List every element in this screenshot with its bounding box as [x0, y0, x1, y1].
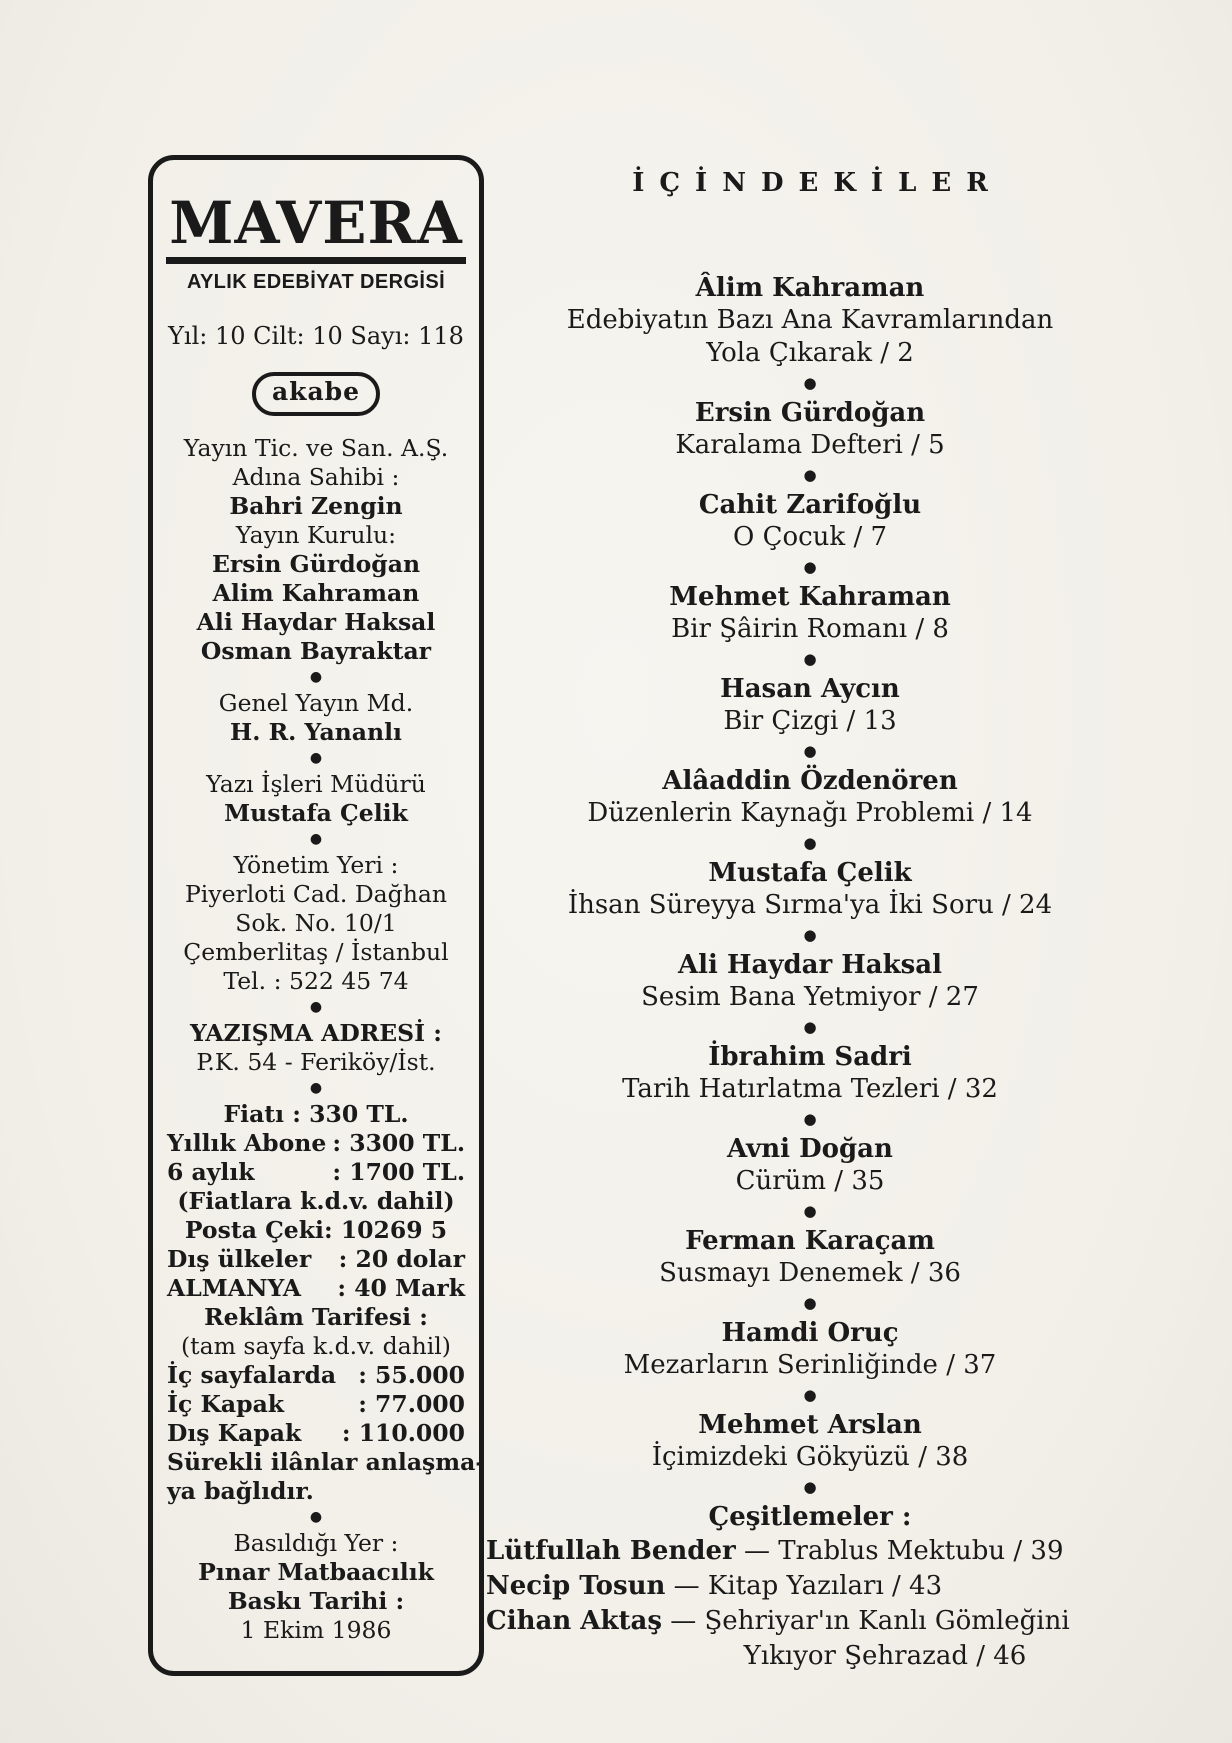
separator-bullet-icon: ● [803, 834, 817, 852]
misc-item [486, 1604, 1134, 1639]
info-value: : 77.000 [358, 1390, 465, 1418]
separator-bullet-icon: ● [803, 466, 817, 484]
entry-title-line: Sesim Bana Yetmiyor / 27 [641, 982, 979, 1012]
magazine-logo-text: MAVERA [166, 194, 465, 264]
entry-title-line: Cürüm / 35 [735, 1166, 885, 1196]
info-line: Piyerloti Cad. Dağhan [185, 880, 447, 908]
contents-entry [486, 581, 1134, 646]
separator-bullet-icon: ● [803, 558, 817, 576]
separator-bullet-icon: ● [803, 1018, 817, 1036]
info-line [163, 1361, 469, 1390]
misc-items [486, 1534, 1134, 1674]
entry-title-line: Mezarların Serinliğinde / 37 [623, 1350, 997, 1380]
separator-bullet-icon: ● [803, 1110, 817, 1128]
misc-item-author: Necip Tosun [486, 1571, 666, 1601]
info-line: Yayın Kurulu: [235, 521, 397, 549]
entry-author: Alâaddin Özdenören [662, 766, 958, 796]
info-value: : 3300 TL. [332, 1129, 465, 1157]
separator-bullet-icon: ● [309, 750, 323, 766]
contents-entry [486, 1133, 1134, 1198]
contents-entry [486, 1041, 1134, 1106]
entry-title-line: Yola Çıkarak / 2 [706, 338, 914, 368]
entry-title-line: Karalama Defteri / 5 [675, 430, 945, 460]
info-line: Posta Çeki: 10269 5 [184, 1216, 448, 1244]
masthead-info-lines [163, 434, 486, 1645]
entry-title-line: Düzenlerin Kaynağı Problemi / 14 [587, 798, 1033, 828]
entry-title-line: Susmayı Denemek / 36 [659, 1258, 961, 1288]
info-value: : 40 Mark [337, 1274, 465, 1302]
contents-entry [486, 397, 1134, 462]
contents-entry [486, 1409, 1134, 1474]
info-line: Ali Haydar Haksal [196, 608, 436, 636]
entry-author: Cahit Zarifoğlu [698, 490, 922, 520]
entry-title-line: O Çocuk / 7 [732, 522, 888, 552]
separator-bullet-icon: ● [803, 742, 817, 760]
entry-author: Ali Haydar Haksal [677, 950, 943, 980]
contents-entry [486, 1225, 1134, 1290]
separator-bullet-icon: ● [309, 1509, 323, 1525]
misc-item-author: Lütfullah Bender [486, 1536, 736, 1566]
entry-author: İbrahim Sadri [708, 1042, 912, 1072]
info-line: Yazı İşleri Müdürü [206, 770, 426, 798]
info-line: P.K. 54 - Feriköy/İst. [196, 1048, 436, 1076]
separator-bullet-icon: ● [803, 1294, 817, 1312]
separator-bullet-icon: ● [803, 1386, 817, 1404]
akabe-logo: akabe [252, 372, 380, 416]
entry-title-line: Edebiyatın Bazı Ana Kavramlarından [566, 305, 1054, 335]
info-label: Dış Kapak [167, 1419, 302, 1447]
info-line: YAZIŞMA ADRESİ : [190, 1019, 442, 1047]
contents-title: İÇİNDEKİLER [632, 168, 1003, 198]
separator-bullet-icon: ● [803, 374, 817, 392]
info-line: Adına Sahibi : [232, 463, 400, 491]
info-line: (Fiatlara k.d.v. dahil) [177, 1187, 455, 1215]
info-line: Reklâm Tarifesi : [204, 1303, 428, 1331]
info-line [163, 1390, 469, 1419]
contents-column [486, 168, 1134, 1674]
separator-bullet-icon: ● [309, 999, 323, 1015]
info-line: (tam sayfa k.d.v. dahil) [181, 1332, 451, 1360]
info-value: : 20 dolar [338, 1245, 465, 1273]
misc-item [486, 1534, 1134, 1569]
info-line [163, 1419, 469, 1448]
info-label: ALMANYA [167, 1274, 301, 1302]
misc-item [486, 1569, 1134, 1604]
misc-item-continuation: Yıkıyor Şehrazad / 46 [743, 1641, 1027, 1671]
info-line: Yönetim Yeri : [233, 851, 399, 879]
entry-title-line: İçimizdeki Gökyüzü / 38 [651, 1442, 969, 1472]
info-line: Fiatı : 330 TL. [223, 1100, 409, 1128]
misc-item-title: — Şehriyar'ın Kanlı Gömleğini [661, 1606, 1070, 1636]
separator-bullet-icon: ● [803, 926, 817, 944]
contents-entry [486, 673, 1134, 738]
info-line: Tel. : 522 45 74 [223, 967, 409, 995]
info-line: Sürekli ilânlar anlaşma- [167, 1448, 486, 1476]
issue-line: Yıl: 10 Cilt: 10 Sayı: 118 [168, 322, 464, 350]
info-line: Baskı Tarihi : [227, 1587, 405, 1615]
entry-author: Ersin Gürdoğan [694, 398, 926, 428]
info-label: İç Kapak [167, 1390, 285, 1418]
info-line [163, 1158, 469, 1187]
entry-author: Mehmet Arslan [698, 1410, 922, 1440]
info-line: Alim Kahraman [212, 579, 420, 607]
entry-author: Hasan Aycın [720, 674, 900, 704]
entry-author: Mustafa Çelik [708, 858, 912, 888]
info-line: Basıldığı Yer : [233, 1529, 399, 1557]
info-line: Çemberlitaş / İstanbul [183, 938, 449, 966]
info-label: Yıllık Abone [167, 1129, 327, 1157]
separator-bullet-icon: ● [803, 1202, 817, 1220]
entry-author: Hamdi Oruç [721, 1318, 899, 1348]
publisher-badge-wrap [163, 350, 469, 416]
info-value: : 1700 TL. [332, 1158, 465, 1186]
info-label: Dış ülkeler [167, 1245, 312, 1273]
info-line: Ersin Gürdoğan [211, 550, 421, 578]
info-line: Osman Bayraktar [200, 637, 432, 665]
info-line: Yayın Tic. ve San. A.Ş. [183, 434, 449, 462]
entry-author: Ferman Karaçam [685, 1226, 935, 1256]
separator-bullet-icon: ● [309, 669, 323, 685]
contents-entry [486, 489, 1134, 554]
info-label: İç sayfalarda [167, 1361, 337, 1389]
magazine-subtitle: AYLIK EDEBİYAT DERGİSİ [186, 271, 446, 293]
info-line: ya bağlıdır. [167, 1477, 314, 1505]
info-line: Pınar Matbaacılık [198, 1558, 434, 1586]
separator-bullet-icon: ● [803, 650, 817, 668]
separator-bullet-icon: ● [309, 1080, 323, 1096]
info-label: 6 aylık [167, 1158, 255, 1186]
info-line: Sok. No. 10/1 [235, 909, 397, 937]
entry-author: Âlim Kahraman [695, 273, 925, 303]
separator-bullet-icon: ● [803, 1478, 817, 1496]
masthead-box [148, 155, 484, 1676]
entry-title-line: İhsan Süreyya Sırma'ya İki Soru / 24 [567, 890, 1053, 920]
misc-item-title: — Trablus Mektubu / 39 [735, 1536, 1064, 1566]
info-line: Genel Yayın Md. [218, 689, 414, 717]
entry-title-line: Bir Şâirin Romanı / 8 [671, 614, 949, 644]
contents-entry [486, 1317, 1134, 1382]
separator-bullet-icon: ● [309, 831, 323, 847]
info-value: : 110.000 [341, 1419, 465, 1447]
contents-entry [486, 949, 1134, 1014]
misc-section [486, 1501, 1134, 1674]
entry-author: Avni Doğan [727, 1134, 893, 1164]
contents-entry [486, 857, 1134, 922]
info-line: H. R. Yananlı [230, 718, 402, 746]
contents-list [486, 272, 1134, 1501]
info-line [163, 1245, 469, 1274]
info-line: Bahri Zengin [229, 492, 403, 520]
entry-title-line: Bir Çizgi / 13 [723, 706, 897, 736]
misc-heading: Çeşitlemeler : [708, 1502, 912, 1532]
misc-item-author: Cihan Aktaş [486, 1606, 662, 1636]
misc-item-title: — Kitap Yazıları / 43 [665, 1571, 943, 1601]
info-line: Mustafa Çelik [224, 799, 408, 827]
entry-title-line: Tarih Hatırlatma Tezleri / 32 [622, 1074, 998, 1104]
info-line [163, 1129, 469, 1158]
contents-entry [486, 765, 1134, 830]
info-line: 1 Ekim 1986 [240, 1616, 392, 1644]
contents-entry [486, 272, 1134, 370]
info-value: : 55.000 [358, 1361, 465, 1389]
magazine-logo [163, 189, 469, 264]
info-line [163, 1274, 469, 1303]
entry-author: Mehmet Kahraman [669, 582, 951, 612]
